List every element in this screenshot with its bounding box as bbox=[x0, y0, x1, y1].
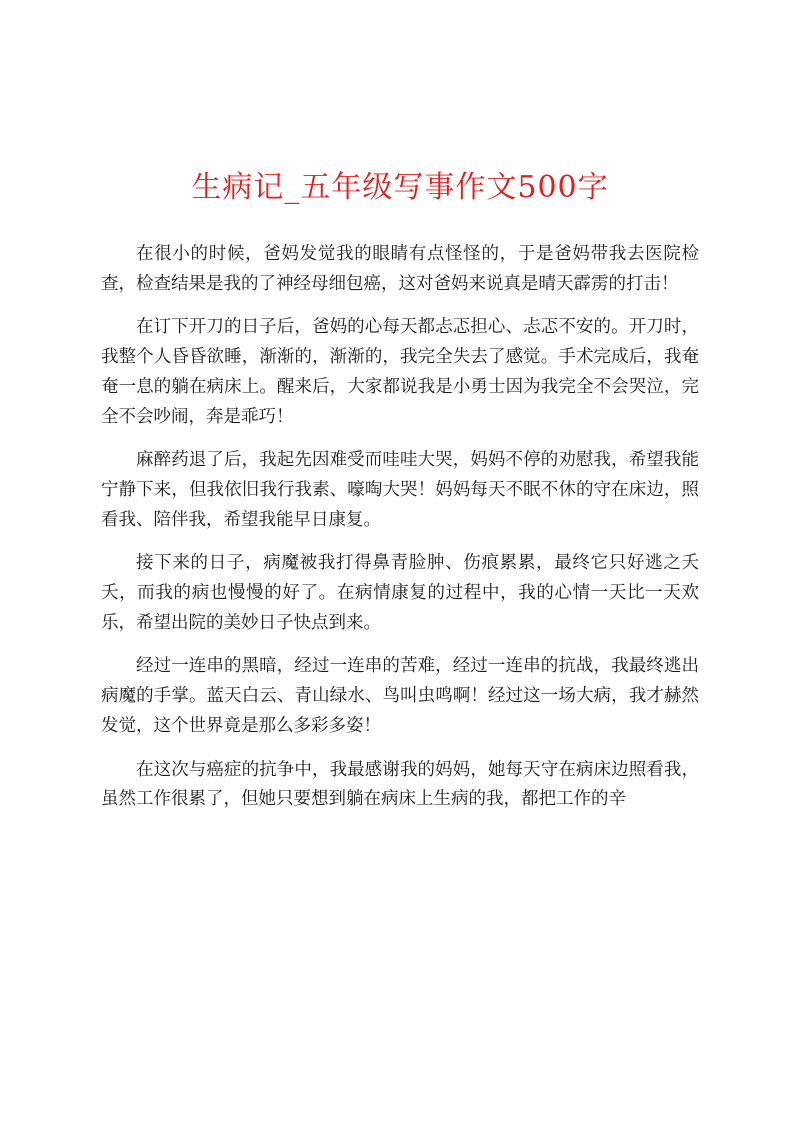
paragraph: 经过一连串的黑暗，经过一连串的苦难，经过一连串的抗战，我最终逃出病魔的手掌。蓝天白云、青山绿水、鸟叫虫鸣啊！经过这一场大病，我才赫然发觉，这个世界竟是那么多彩多姿！ bbox=[101, 656, 699, 736]
paragraph: 在这次与癌症的抗争中，我最感谢我的妈妈，她每天守在病床边照看我，虽然工作很累了，但她只要想到躺在病床上生病的我，都把工作的辛 bbox=[101, 759, 699, 810]
paragraph: 在订下开刀的日子后，爸妈的心每天都忐忑担心、忐忑不安的。开刀时，我整个人昏昏欲睡，渐渐的，渐渐的，我完全失去了感觉。手术完成后，我奄奄一息的躺在病床上。醒来后，大家都说我是小勇士因为我完全不会哭泣，完全不会吵闹，奔是乖巧！ bbox=[101, 317, 699, 427]
paragraph: 接下来的日子，病魔被我打得鼻青脸肿、伤痕累累，最终它只好逃之夭夭，而我的病也慢慢的好了。在病情康复的过程中，我的心情一天比一天欢乐，希望出院的美妙日子快点到来。 bbox=[101, 553, 699, 633]
document-title: 生病记_五年级写事作文500字 bbox=[191, 170, 609, 205]
document-body bbox=[101, 240, 699, 829]
paragraph: 在很小的时候，爸妈发觉我的眼睛有点怪怪的，于是爸妈带我去医院检查，检查结果是我的了神经母细包癌，这对爸妈来说真是晴天霹雳的打击！ bbox=[101, 244, 699, 294]
paragraph: 麻醉药退了后，我起先因难受而哇哇大哭，妈妈不停的劝慰我，希望我能宁静下来，但我依旧我行我素、嚎啕大哭！妈妈每天不眠不休的守在床边，照看我、陪伴我，希望我能早日康复。 bbox=[101, 450, 699, 530]
